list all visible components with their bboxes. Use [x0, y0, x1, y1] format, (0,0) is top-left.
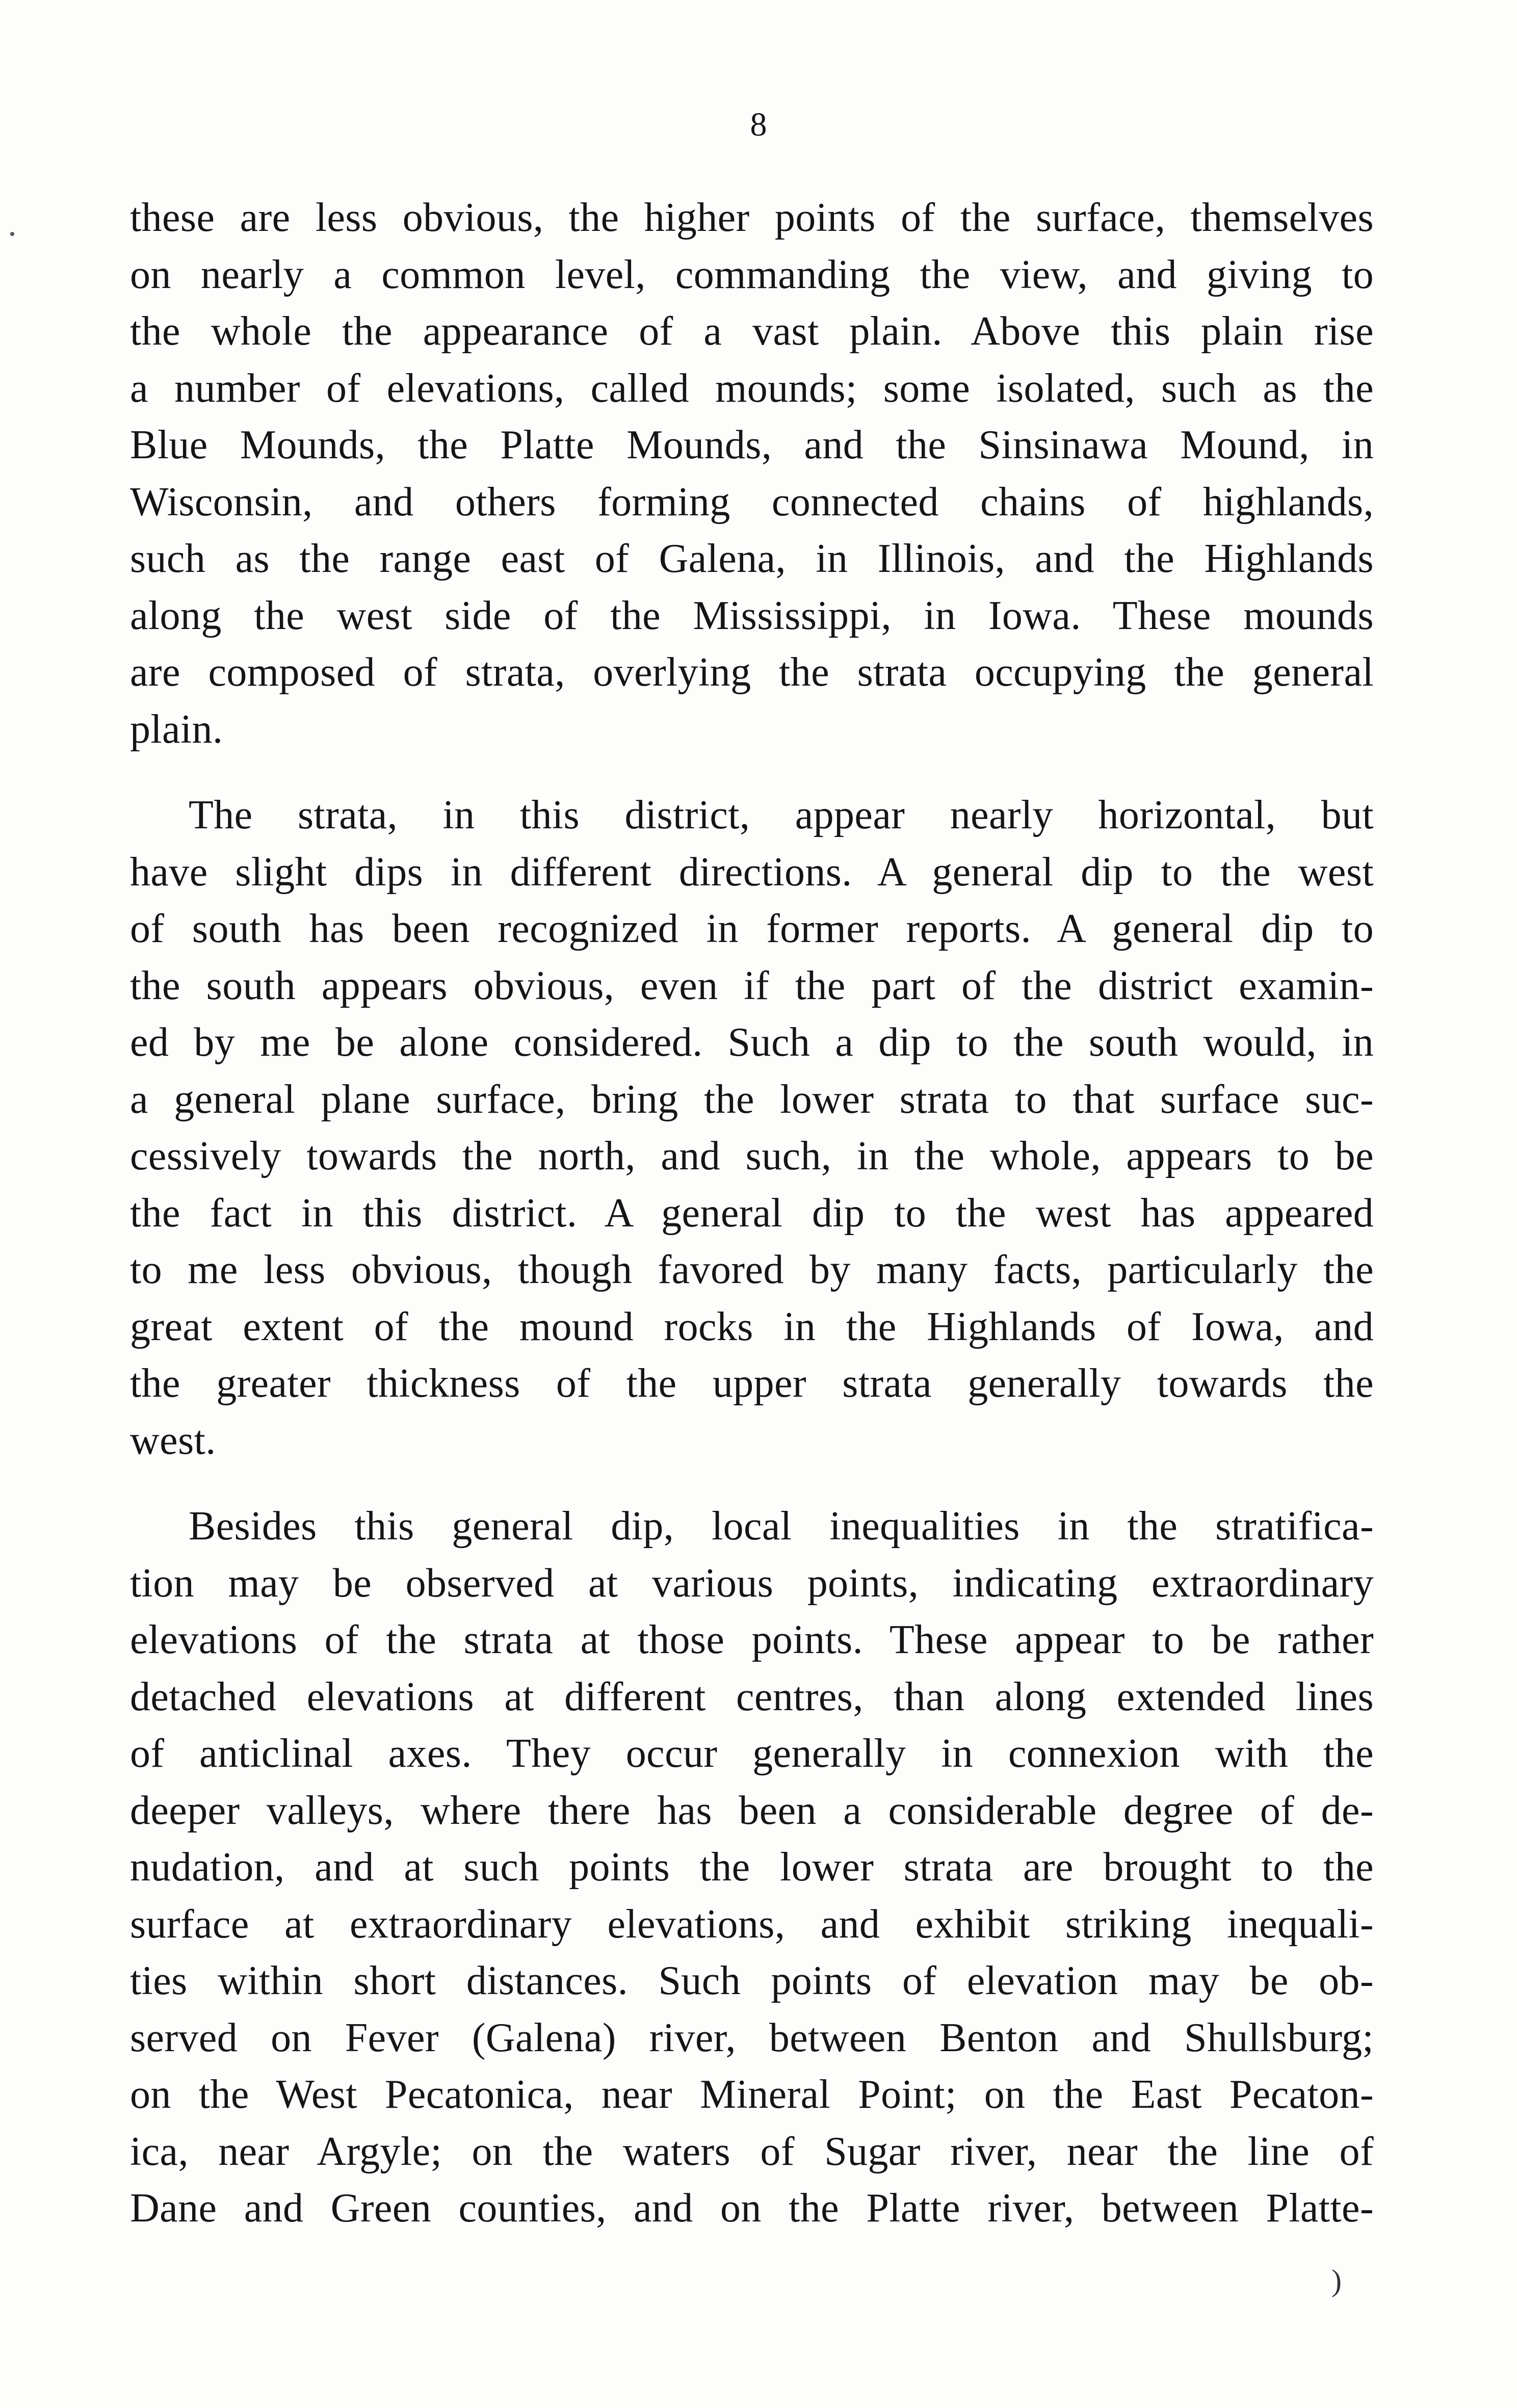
text-line: great extent of the mound rocks in the Highlands of Iowa, and: [130, 1304, 1374, 1349]
text-line: The strata, in this district, appear nearly horizontal, but: [189, 793, 1374, 837]
text-line: are composed of strata, overlying the strata occupying the general: [130, 650, 1374, 695]
paragraph-2: [130, 787, 1374, 1469]
text-line: ica, near Argyle; on the waters of Sugar river, near the line of: [130, 2129, 1374, 2174]
text-line: along the west side of the Mississippi, in Iowa. These mounds: [130, 593, 1374, 638]
page-number: 8: [750, 106, 767, 143]
text-line: the whole the appearance of a vast plain. Above this plain rise: [130, 309, 1374, 354]
text-line: cessively towards the north, and such, in the whole, appears to be: [130, 1134, 1374, 1179]
text-line: Wisconsin, and others forming connected chains of highlands,: [130, 479, 1374, 525]
text-line: a general plane surface, bring the lower strata to that surface suc-: [130, 1077, 1374, 1122]
text-line: the south appears obvious, even if the part of the district examin-: [130, 963, 1374, 1008]
margin-mark: ): [1331, 2264, 1342, 2297]
text-line: ties within short distances. Such points of elevation may be ob-: [130, 1958, 1374, 2003]
text-line: Blue Mounds, the Platte Mounds, and the Sinsinawa Mound, in: [130, 423, 1374, 467]
text-line: ed by me be alone considered. Such a dip to the south would, in: [130, 1020, 1374, 1065]
text-line: Besides this general dip, local inequalities in the stratifica-: [189, 1504, 1374, 1549]
paragraph-1: [130, 190, 1374, 758]
paragraph-3: [130, 1498, 1374, 2237]
text-line: deeper valleys, where there has been a considerable degree of de-: [130, 1788, 1374, 1833]
text-line: plain.: [130, 706, 223, 752]
text-line: Dane and Green counties, and on the Platte river, between Platte-: [130, 2186, 1374, 2231]
text-line: a number of elevations, called mounds; some isolated, such as the: [130, 365, 1374, 411]
text-line: such as the range east of Galena, in Illinois, and the Highlands: [130, 536, 1374, 581]
text-line: west.: [130, 1418, 216, 1463]
text-line: these are less obvious, the higher points of the surface, themselves: [130, 195, 1374, 240]
text-line: on the West Pecatonica, near Mineral Point; on the East Pecaton-: [130, 2072, 1374, 2117]
text-line: of anticlinal axes. They occur generally in connexion with the: [130, 1731, 1374, 1776]
text-line: the greater thickness of the upper strata generally towards the: [130, 1361, 1374, 1406]
body-text: [130, 190, 1374, 2266]
text-line: tion may be observed at various points, indicating extraordinary: [130, 1560, 1374, 1606]
text-line: to me less obvious, though favored by many facts, particularly the: [130, 1247, 1374, 1292]
text-line: the fact in this district. A general dip to the west has appeared: [130, 1190, 1374, 1236]
text-line: detached elevations at different centres, than along extended lines: [130, 1674, 1374, 1719]
text-line: of south has been recognized in former reports. A general dip to: [130, 906, 1374, 951]
ink-speck: [10, 232, 14, 236]
text-line: have slight dips in different directions. A general dip to the west: [130, 849, 1374, 895]
text-line: elevations of the strata at those points. These appear to be rather: [130, 1617, 1374, 1662]
text-line: served on Fever (Galena) river, between Benton and Shullsburg;: [130, 2015, 1374, 2060]
text-line: surface at extraordinary elevations, and exhibit striking inequali-: [130, 1901, 1374, 1947]
text-line: on nearly a common level, commanding the view, and giving to: [130, 252, 1374, 297]
text-line: nudation, and at such points the lower strata are brought to the: [130, 1845, 1374, 1890]
